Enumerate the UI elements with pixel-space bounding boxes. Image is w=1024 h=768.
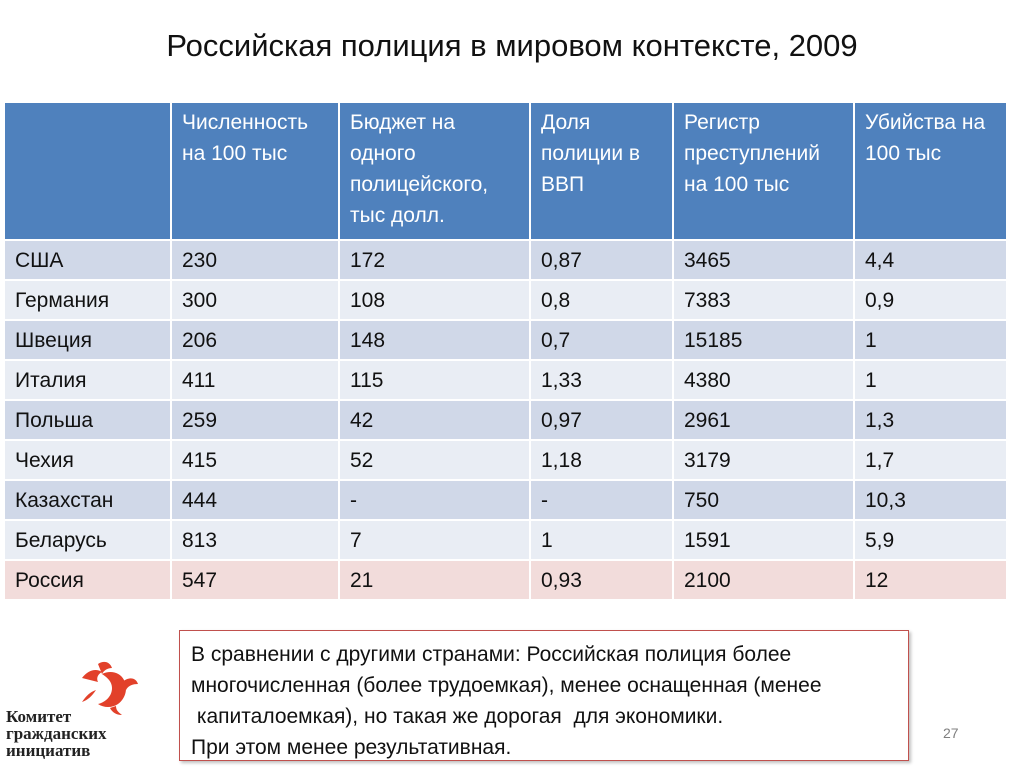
cell-value: 1 <box>854 360 1007 400</box>
logo-text-line: инициатив <box>6 741 91 760</box>
table-row <box>4 400 1007 440</box>
page-number: 27 <box>943 725 959 741</box>
cell-value: 259 <box>171 400 339 440</box>
cell-value: 7 <box>339 520 530 560</box>
cell-value: 172 <box>339 240 530 280</box>
cell-value: 10,3 <box>854 480 1007 520</box>
cell-value: 2100 <box>673 560 854 600</box>
cell-value: 444 <box>171 480 339 520</box>
cell-value: 108 <box>339 280 530 320</box>
cell-value: 0,93 <box>530 560 673 600</box>
cell-country: Беларусь <box>4 520 171 560</box>
cell-value: 1,18 <box>530 440 673 480</box>
cell-value: 21 <box>339 560 530 600</box>
cell-value: - <box>339 480 530 520</box>
cell-value: 3179 <box>673 440 854 480</box>
cell-country: США <box>4 240 171 280</box>
cell-value: 1 <box>854 320 1007 360</box>
cell-value: 115 <box>339 360 530 400</box>
cell-value: 52 <box>339 440 530 480</box>
cell-value: 15185 <box>673 320 854 360</box>
table-header-row <box>4 102 1007 240</box>
table-row <box>4 520 1007 560</box>
cell-value: 2961 <box>673 400 854 440</box>
note-line: При этом менее результативная. <box>191 736 512 759</box>
cell-value: 0,7 <box>530 320 673 360</box>
header-murders-per-100k: Убийства на 100 тыс <box>854 102 1007 240</box>
cell-value: 547 <box>171 560 339 600</box>
cell-value: 42 <box>339 400 530 440</box>
logo-text-line: Комитет <box>6 707 72 726</box>
cell-value: 1,7 <box>854 440 1007 480</box>
table-row <box>4 240 1007 280</box>
cell-value: 7383 <box>673 280 854 320</box>
cell-country: Германия <box>4 280 171 320</box>
cell-value: 5,9 <box>854 520 1007 560</box>
committee-logo <box>6 660 156 765</box>
table-row <box>4 440 1007 480</box>
cell-value: 750 <box>673 480 854 520</box>
cell-value: 1 <box>530 520 673 560</box>
header-country <box>4 102 171 240</box>
table-row <box>4 320 1007 360</box>
cell-country: Швеция <box>4 320 171 360</box>
table-row <box>4 480 1007 520</box>
logo-text-line: гражданских <box>6 724 107 743</box>
table-row-russia <box>4 560 1007 600</box>
cell-value: 813 <box>171 520 339 560</box>
cell-value: 0,87 <box>530 240 673 280</box>
cell-value: 1591 <box>673 520 854 560</box>
header-crimes-per-100k: Регистр преступлений на 100 тыс <box>673 102 854 240</box>
cell-value: 148 <box>339 320 530 360</box>
note-line: капиталоемкая), но такая же дорогая для экономики. <box>191 705 724 728</box>
cell-value: 230 <box>171 240 339 280</box>
cell-value: - <box>530 480 673 520</box>
cell-value: 0,97 <box>530 400 673 440</box>
cell-value: 3465 <box>673 240 854 280</box>
cell-value: 1,3 <box>854 400 1007 440</box>
cell-value: 12 <box>854 560 1007 600</box>
cell-value: 206 <box>171 320 339 360</box>
cell-value: 411 <box>171 360 339 400</box>
slide-title: Российская полиция в мировом контексте, 2009 <box>166 28 858 63</box>
cell-value: 0,9 <box>854 280 1007 320</box>
cell-country: Польша <box>4 400 171 440</box>
police-comparison-table <box>3 101 1008 601</box>
note-line: В сравнении с другими странами: Российская полиция более <box>191 643 792 666</box>
cell-value: 4,4 <box>854 240 1007 280</box>
cell-country: Чехия <box>4 440 171 480</box>
cell-country: Италия <box>4 360 171 400</box>
header-staff-per-100k: Численность на 100 тыс <box>171 102 339 240</box>
cell-value: 1,33 <box>530 360 673 400</box>
header-gdp-share: Доля полиции в ВВП <box>530 102 673 240</box>
table-row <box>4 280 1007 320</box>
header-budget-per-officer: Бюджет на одного полицейского, тыс долл. <box>339 102 530 240</box>
cell-country: Казахстан <box>4 480 171 520</box>
conclusion-note <box>179 630 909 761</box>
cell-value: 4380 <box>673 360 854 400</box>
table-row <box>4 360 1007 400</box>
note-line: многочисленная (более трудоемкая), менее оснащенная (менее <box>191 674 822 697</box>
cell-country: Россия <box>4 560 171 600</box>
cell-value: 415 <box>171 440 339 480</box>
cell-value: 0,8 <box>530 280 673 320</box>
cell-value: 300 <box>171 280 339 320</box>
